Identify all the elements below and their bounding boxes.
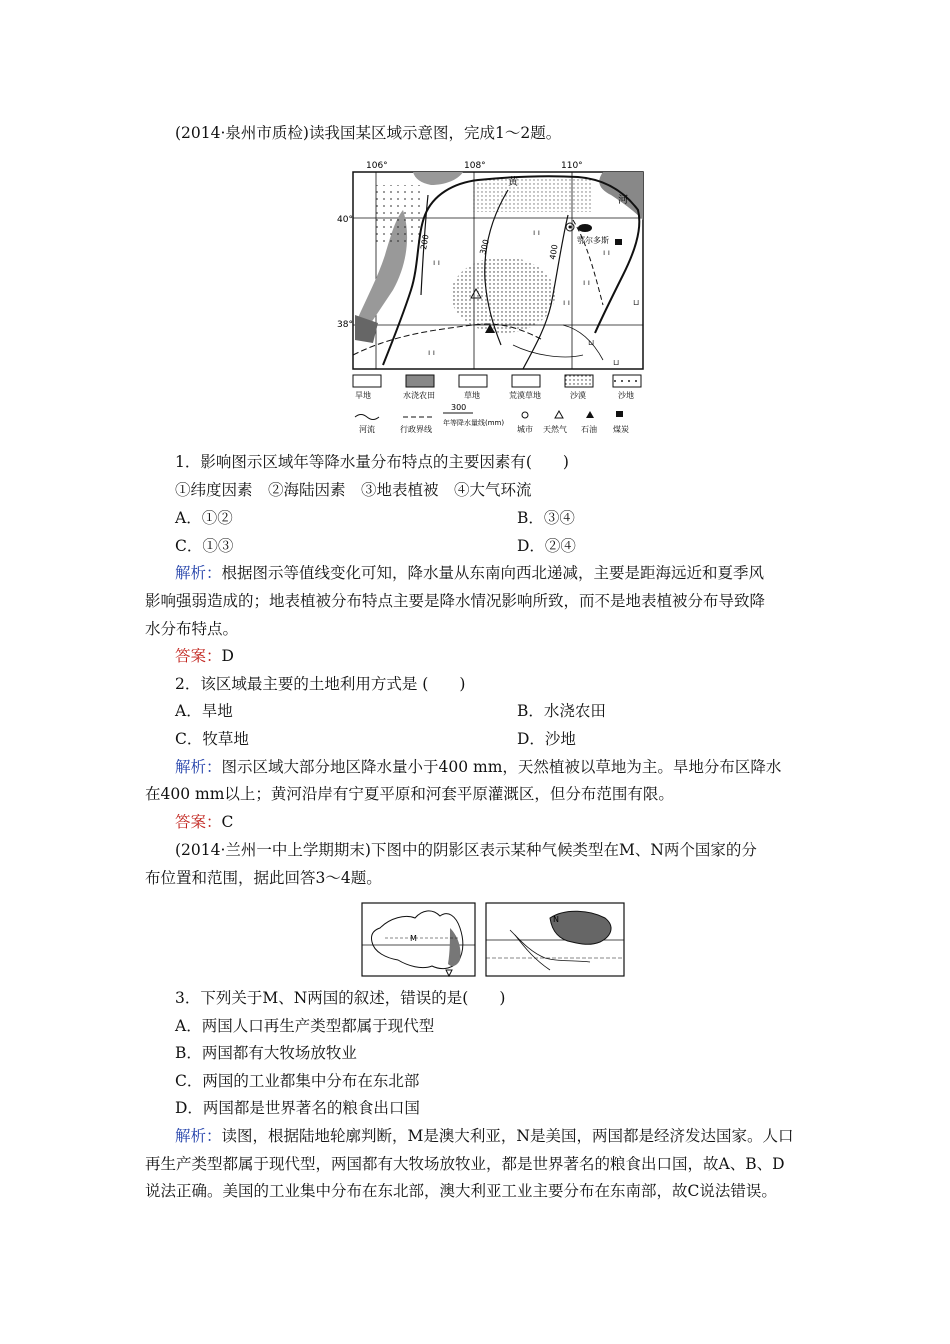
lon-label-110: 110° xyxy=(561,161,583,171)
question-2-analysis-line-1 xyxy=(175,757,781,777)
legend-oil: 石油 xyxy=(581,425,597,434)
isoline-label-200: 200 xyxy=(419,233,431,251)
analysis-text: 根据图示等值线变化可知，降水量从东南向西北递减，主要是距海远近和夏季风 xyxy=(221,564,765,582)
question-1-analysis-line-3: 水分布特点。 xyxy=(145,620,239,638)
svg-text:⊔: ⊔ xyxy=(588,338,595,347)
answer-value: D xyxy=(221,647,234,665)
question-3-option-a: A．两国人口再生产类型都属于现代型 xyxy=(175,1017,435,1035)
legend-grassland: 草地 xyxy=(464,391,480,400)
n-label: N xyxy=(553,915,559,924)
answer-value: C xyxy=(221,813,234,831)
analysis-label: 解析： xyxy=(175,758,222,776)
legend-desert: 沙漠 xyxy=(570,391,586,400)
svg-text:ı ı: ı ı xyxy=(603,248,610,257)
question-1-option-c: C．①③ xyxy=(175,537,234,555)
isoline-label-400: 400 xyxy=(548,243,560,261)
analysis-label: 解析： xyxy=(175,1127,222,1145)
svg-text:⊔: ⊔ xyxy=(633,298,640,307)
legend-isoline: 年等降水量线(mm) xyxy=(443,419,505,427)
lon-label-106: 106° xyxy=(366,161,388,171)
legend-river: 河流 xyxy=(359,425,375,434)
isoline-label-300: 300 xyxy=(478,238,491,256)
usa-map xyxy=(486,903,624,976)
analysis-label: 解析： xyxy=(175,564,222,582)
question-3-option-c: C．两国的工业都集中分布在东北部 xyxy=(175,1072,420,1090)
question-3-stem: 3．下列关于M、N两国的叙述，错误的是( ) xyxy=(175,989,506,1007)
legend-sandland: 沙地 xyxy=(618,391,634,400)
question-intro-3-4-line-1: (2014·兰州一中上学期期末)下图中的阴影区表示某种气候类型在M、N两个国家的分 xyxy=(175,841,757,859)
australia-map xyxy=(362,903,475,976)
question-1-analysis-line-2: 影响强弱造成的；地表植被分布特点主要是降水情况影响所致，而不是地表植被分布导致降 xyxy=(145,592,766,610)
m-label: M xyxy=(410,934,417,943)
legend-boundary: 行政界线 xyxy=(400,425,432,434)
map-legend xyxy=(353,375,641,434)
label-river: 河 xyxy=(618,195,628,206)
question-2-answer xyxy=(175,812,233,832)
label-yellow: 黄 xyxy=(508,177,518,188)
region-map xyxy=(333,155,658,438)
svg-text:ı ı: ı ı xyxy=(533,228,540,237)
question-3-analysis-line-2: 再生产类型都属于现代型，两国都有大牧场放牧业，都是世界著名的粮食出口国，故A、B、D xyxy=(145,1155,785,1173)
question-3-option-b: B．两国都有大牧场放牧业 xyxy=(175,1044,357,1062)
question-2-option-b: B．水浇农田 xyxy=(517,702,606,720)
label-ordos: 鄂尔多斯 xyxy=(577,236,609,245)
analysis-text: 图示区域大部分地区降水量小于400 mm，天然植被以草地为主。旱地分布区降水 xyxy=(221,758,782,776)
question-1-answer xyxy=(175,646,234,666)
svg-text:⊔: ⊔ xyxy=(613,358,620,367)
lat-label-40: 40° xyxy=(337,215,353,225)
lon-label-108: 108° xyxy=(464,161,486,171)
legend-coal: 煤炭 xyxy=(613,425,629,434)
question-intro-3-4-line-2: 布位置和范围，据此回答3～4题。 xyxy=(145,869,382,887)
svg-text:ı ı: ı ı xyxy=(583,278,590,287)
question-2-option-a: A．旱地 xyxy=(175,702,233,720)
question-2-stem: 2．该区域最主要的土地利用方式是 ( ) xyxy=(175,675,466,693)
svg-text:ı ı: ı ı xyxy=(433,258,440,267)
legend-irrigated: 水浇农田 xyxy=(403,391,435,400)
svg-text:ı ı: ı ı xyxy=(563,298,570,307)
legend-dryland: 旱地 xyxy=(355,391,371,400)
question-1-option-a: A．①② xyxy=(175,509,233,527)
question-3-analysis-line-3: 说法正确。美国的工业集中分布在东北部，澳大利亚工业主要分布在东南部，故C说法错误。 xyxy=(145,1182,777,1200)
svg-text:ı ı: ı ı xyxy=(428,348,435,357)
question-2-option-d: D．沙地 xyxy=(517,730,576,748)
question-3-option-d: D．两国都是世界著名的粮食出口国 xyxy=(175,1099,420,1117)
answer-label: 答案： xyxy=(175,647,222,665)
analysis-text: 读图，根据陆地轮廓判断，M是澳大利亚，N是美国，两国都是经济发达国家。人口 xyxy=(221,1127,794,1145)
legend-isoline-value: 300 xyxy=(451,403,467,412)
answer-label: 答案： xyxy=(175,813,222,831)
question-1-stem: 1．影响图示区域年等降水量分布特点的主要因素有( ) xyxy=(175,453,569,471)
question-1-analysis-line-1 xyxy=(175,563,764,583)
legend-city: 城市 xyxy=(517,425,533,434)
question-3-analysis-line-1 xyxy=(175,1126,793,1146)
question-intro-1-2: (2014·泉州市质检)读我国某区域示意图，完成1～2题。 xyxy=(175,124,562,142)
lat-label-38: 38° xyxy=(337,320,353,330)
question-1-option-b: B．③④ xyxy=(517,509,575,527)
climate-maps xyxy=(360,900,627,980)
question-1-option-d: D．②④ xyxy=(517,537,576,555)
question-1-factors: ①纬度因素 ②海陆因素 ③地表植被 ④大气环流 xyxy=(175,481,532,499)
legend-gas: 天然气 xyxy=(543,425,567,434)
question-2-analysis-line-2: 在400 mm以上；黄河沿岸有宁夏平原和河套平原灌溉区，但分布范围有限。 xyxy=(145,785,674,803)
legend-desert-grass: 荒漠草地 xyxy=(509,391,541,400)
question-2-option-c: C．牧草地 xyxy=(175,730,249,748)
